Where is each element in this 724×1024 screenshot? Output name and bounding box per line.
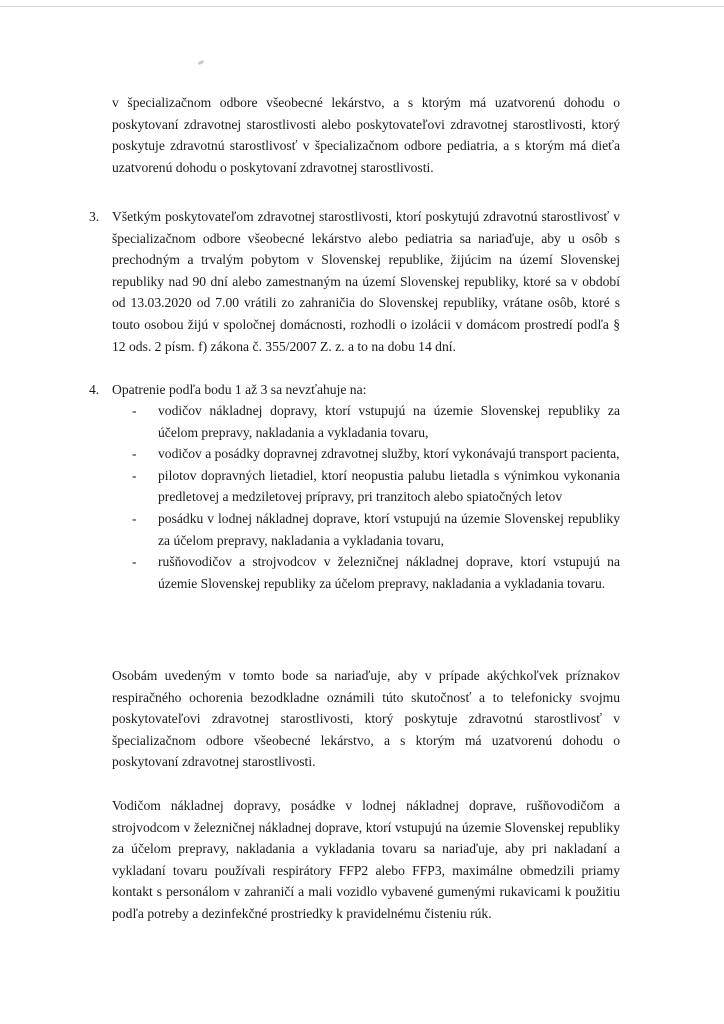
intro-paragraph: v špecializačnom odbore všeobecné lekárstvo, a s ktorým má uzatvorenú dohodu o poskytovaní zdravotnej starostlivosti alebo poskytovateľovi zdravotnej starostlivosti, ktorý poskytuje zdravotnú starostlivosť v špecializačnom odbore pediatria, a s ktorým má dieťa uzatvorenú dohodu o poskytovaní zdravotnej starostlivosti. [112, 95, 620, 175]
bullet-dash: - [132, 467, 137, 483]
exemption-list [112, 400, 620, 594]
exemption-text: vodičov nákladnej dopravy, ktorí vstupujú na územie Slovenskej republiky za účelom prepravy, nakladania a vykladania tovaru, [158, 403, 620, 440]
item-4-text: Opatrenie podľa bodu 1 až 3 sa nevzťahuje na: [112, 382, 367, 397]
exemption-text: vodičov a posádky dopravnej zdravotnej služby, ktorí vykonávajú transport pacienta, [158, 446, 620, 462]
item-3-text: Všetkým poskytovateľom zdravotnej starostlivosti, ktorí poskytujú zdravotnú starostlivosť v špecializačnom odbore všeobecné lekárstvo alebo pediatria sa nariaďuje, aby u osôb s prechodným a trvalým pobytom v Slovenskej republike, žijúcim na území Slovenskej republiky nad 90 dní alebo zamestnaným na území Slovenskej republiky, ktoré sa v období od 13.03.2020 od 7.00 vrátili zo zahraničia do Slovenskej republiky, vrátane osôb, ktoré s touto osobou žijú v spoločnej domácnosti, rozhodli o izolácii v domácom prostredí podľa § 12 ods. 2 písm. f) zákona č. 355/2007 Z. z. a to na dobu 14 dní. [112, 209, 620, 354]
bullet-dash: - [132, 403, 137, 418]
bullet-dash: - [132, 446, 137, 462]
bullet-dash: - [132, 510, 137, 526]
exemption-item [112, 443, 620, 465]
drivers-paragraph: Vodičom nákladnej dopravy, posádke v lodnej nákladnej doprave, rušňovodičom a strojvodcom v železničnej nákladnej doprave, ktorí vstupujú na územie Slovenskej republiky za účelom prepravy, nakladania a vykladania tovaru sa nariaďuje, aby pri nakladaní a vykladaní tovaru používali respirátory FFP2 alebo FFP3, maximálne obmedzili priamy kontakt s personálom v zahraničí a mali vozidlo vybavené gumenými rukavicami k použitiu podľa potreby a dezinfekčné prostriedky k pravidelnému čisteniu rúk. [112, 798, 620, 921]
exemption-item [112, 465, 620, 508]
bullet-dash: - [132, 554, 137, 570]
item-number-3: 3. [89, 209, 100, 224]
exemption-text: posádku v lodnej nákladnej doprave, ktorí vstupujú na územie Slovenskej republiky za účelom prepravy, nakladania a vykladania tovaru, [158, 510, 620, 548]
exemption-item [112, 551, 620, 594]
persons-paragraph: Osobám uvedeným v tomto bode sa nariaďuje, aby v prípade akýchkoľvek príznakov respiračného ochorenia bezodkladne oznámili túto skutočnosť a to telefonicky svojmu poskytovateľovi zdravotnej starostlivosti, ktorý poskytuje zdravotnú starostlivosť v špecializačnom odbore všeobecné lekárstvo, a s ktorým má uzatvorenú dohodu o poskytovaní zdravotnej starostlivosti. [112, 668, 620, 770]
item-number-4: 4. [89, 382, 100, 397]
exemption-item [112, 400, 620, 443]
exemption-item [112, 508, 620, 551]
exemption-text: rušňovodičov a strojvodcov v železničnej nákladnej doprave, ktorí vstupujú na územie Slovenskej republiky za účelom prepravy, nakladania a vykladania tovaru. [158, 554, 620, 591]
exemption-text: pilotov dopravných lietadiel, ktorí neopustia palubu lietadla s výnimkou vykonania predletovej a medziletovej prípravy, pri tranzitoch alebo spiatočných letov [158, 467, 620, 505]
